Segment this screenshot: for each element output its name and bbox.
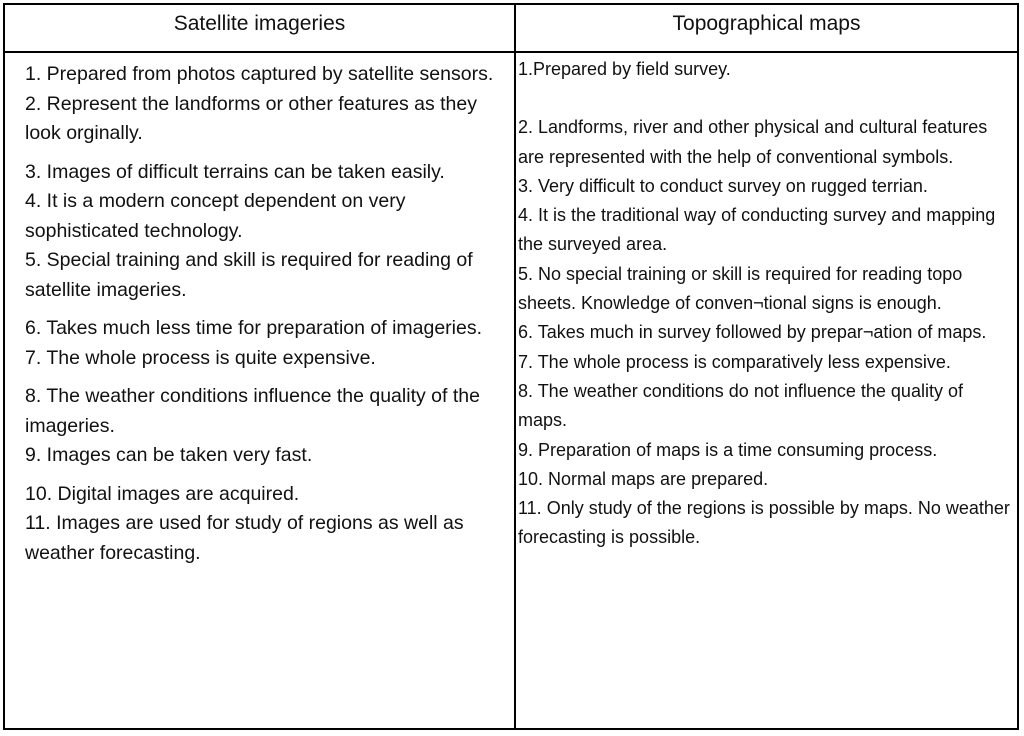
satellite-item: 7. The whole process is quite expensive. — [25, 346, 376, 369]
topo-item: 3. Very difficult to conduct survey on rugged terrian. — [518, 175, 928, 196]
topo-item: 10. Normal maps are prepared. — [518, 468, 769, 489]
topo-item: 11. Only study of the regions is possible by maps. No weather forecasting is possible. — [518, 498, 1010, 548]
satellite-item: 9. Images can be taken very fast. — [25, 444, 313, 466]
satellite-item: 2. Represent the landforms or other features as they look orginally. — [25, 92, 477, 144]
header-satellite-imageries: Satellite imageries — [173, 12, 346, 35]
satellite-item: 3. Images of difficult terrains can be taken easily. — [25, 160, 445, 183]
topographical-maps-list — [518, 55, 1014, 553]
satellite-item: 5. Special training and skill is required for reading of satellite imageries. — [25, 249, 473, 301]
header-topographical-maps: Topographical maps — [672, 12, 861, 35]
topo-item: 9. Preparation of maps is a time consuming process. — [518, 439, 938, 460]
satellite-item: 1. Prepared from photos captured by satellite sensors. — [25, 63, 494, 85]
header-divider — [5, 51, 1017, 53]
satellite-item: 4. It is a modern concept dependent on very sophisticated technology. — [25, 190, 406, 242]
topo-item: 8. The weather conditions do not influence the quality of maps. — [518, 380, 963, 431]
topo-item: 2. Landforms, river and other physical and cultural features are represented with the help of conventional symbols. — [518, 117, 988, 167]
topo-item: 1.Prepared by field survey. — [518, 59, 731, 79]
topo-item: 7. The whole process is comparatively less expensive. — [518, 351, 951, 372]
satellite-item: 8. The weather conditions influence the quality of the imageries. — [25, 385, 480, 437]
topo-item: 6. Takes much in survey followed by prepar¬ation of maps. — [518, 322, 987, 343]
satellite-item: 11. Images are used for study of regions as well as weather forecasting. — [25, 512, 464, 564]
column-divider — [514, 5, 516, 728]
satellite-item: 10. Digital images are acquired. — [25, 482, 300, 505]
topo-item: 4. It is the traditional way of conducting survey and mapping the surveyed area. — [518, 205, 996, 255]
topo-item: 5. No special training or skill is required for reading topo sheets. Knowledge of conven¬tional signs is enough. — [518, 263, 963, 314]
satellite-item: 6. Takes much less time for preparation of imageries. — [25, 317, 483, 339]
comparison-table — [3, 3, 1019, 730]
satellite-imageries-list — [25, 60, 505, 568]
